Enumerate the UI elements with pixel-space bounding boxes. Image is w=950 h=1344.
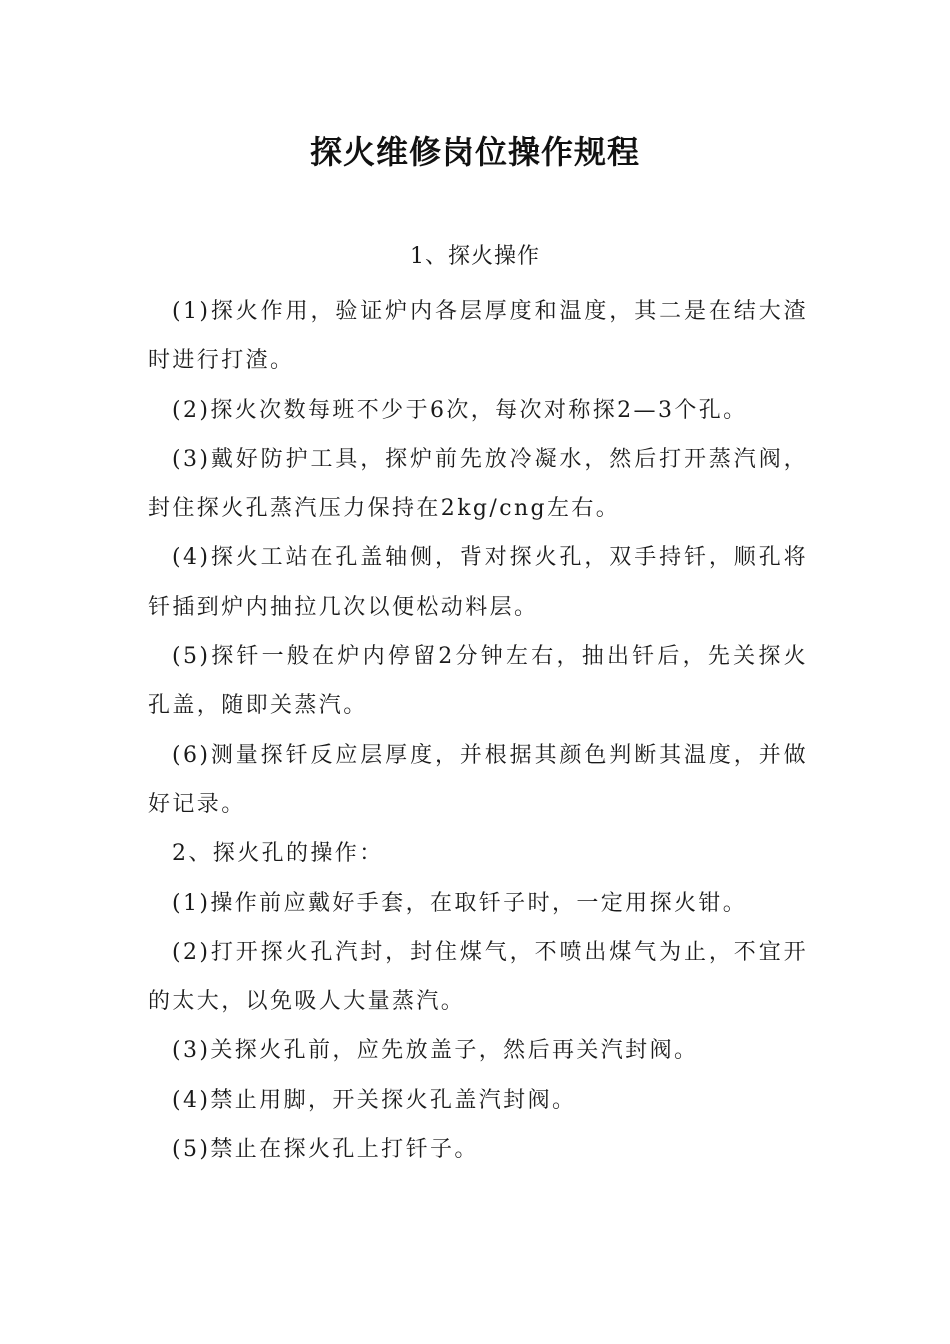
paragraph-operator-position: (4)探火工站在孔盖轴侧，背对探火孔，双手持钎，顺孔将钎插到炉内抽拉几次以便松动料层。	[148, 545, 808, 620]
paragraph-gloves-tongs: (1)操作前应戴好手套，在取钎子时，一定用探火钳。	[172, 890, 748, 916]
paragraph-close-hole: (3)关探火孔前，应先放盖子，然后再关汽封阀。	[172, 1038, 699, 1064]
section-heading-probe-hole: 2、探火孔的操作：	[172, 841, 384, 867]
paragraph-probe-frequency: (2)探火次数每班不少于6次，每次对称探2—3个孔。	[172, 397, 748, 423]
paragraph-open-seal: (2)打开探火孔汽封，封住煤气，不喷出煤气为止，不宜开的太大，以免吸人大量蒸汽。	[148, 939, 808, 1015]
paragraph-protective-gear: (3)戴好防护工具，探炉前先放冷凝水，然后打开蒸汽阀，封住探火孔蒸汽压力保持在2kg/cng左右。	[148, 446, 808, 522]
document-title: 探火维修岗位操作规程	[309, 133, 640, 171]
paragraph-no-hammering: (5)禁止在探火孔上打钎子。	[172, 1137, 479, 1163]
paragraph-measure-record: (6)测量探钎反应层厚度，并根据其颜色判断其温度，并做好记录。	[148, 742, 808, 817]
paragraph-rod-duration: (5)探钎一般在炉内停留2分钟左右，抽出钎后，先关探火孔盖，随即关蒸汽。	[148, 644, 808, 719]
paragraph-no-feet: (4)禁止用脚，开关探火孔盖汽封阀。	[172, 1087, 577, 1113]
paragraph-probe-purpose: (1)探火作用，验证炉内各层厚度和温度，其二是在结大渣时进行打渣。	[148, 299, 808, 374]
document-body	[148, 287, 808, 1174]
section-heading-probe-operation: 1、探火操作	[410, 244, 540, 269]
